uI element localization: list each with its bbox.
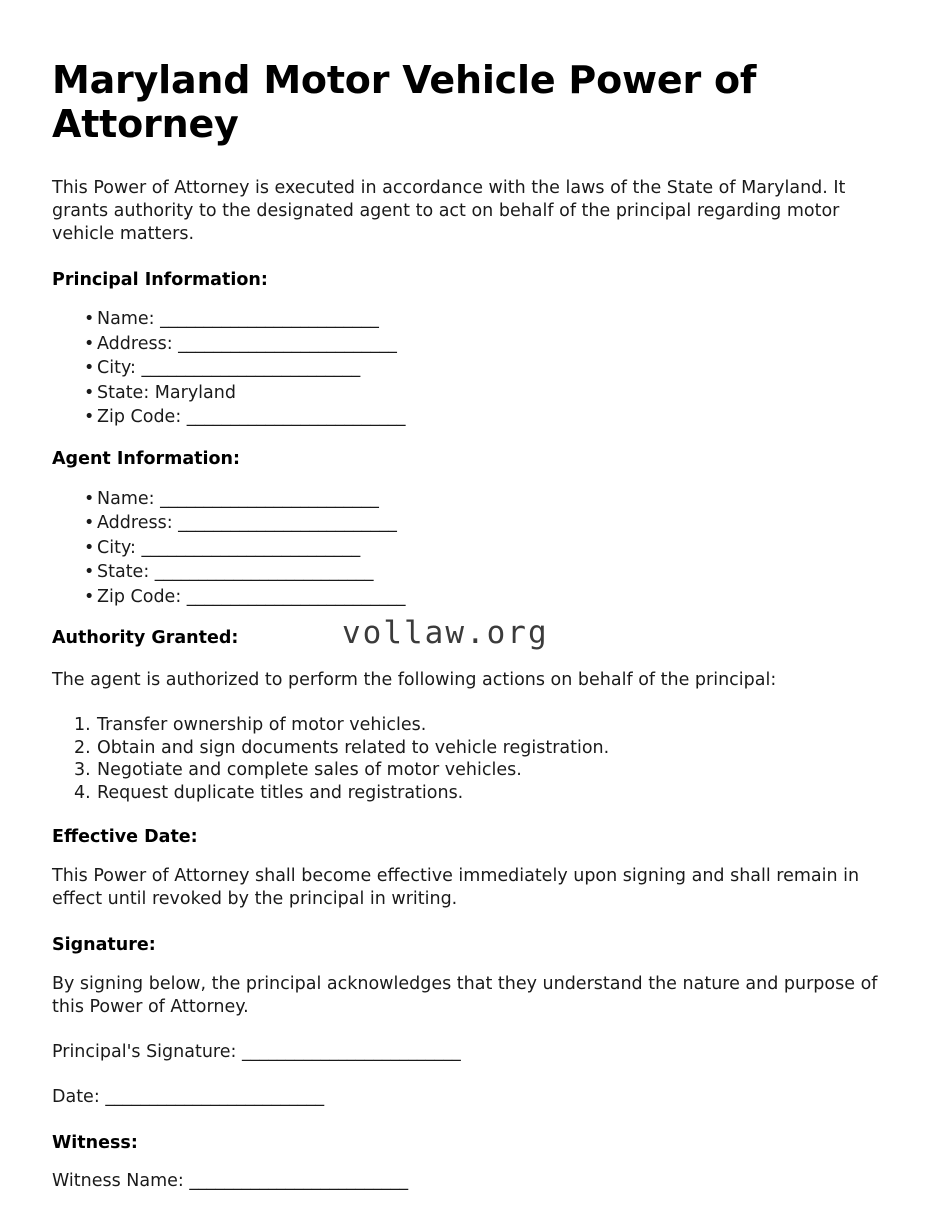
signature-paragraph: By signing below, the principal acknowledges that they understand the nature and purpose of this Power of Attorney.	[52, 973, 878, 1017]
field-blank: _________________________	[160, 488, 379, 509]
list-item	[52, 487, 890, 512]
date-blank: _________________________	[105, 1087, 325, 1108]
field-label: City:	[97, 358, 136, 379]
authority-action-list	[52, 714, 890, 804]
witness-name-blank: _________________________	[189, 1171, 409, 1192]
field-label: Zip Code:	[97, 586, 182, 607]
authority-heading-row	[52, 615, 890, 653]
list-item	[52, 536, 890, 561]
field-blank: _________________________	[160, 309, 379, 330]
effective-date-heading: Effective Date:	[52, 827, 198, 848]
list-item	[52, 405, 890, 430]
field-blank: _________________________	[186, 586, 406, 607]
list-item: Transfer ownership of motor vehicles.	[97, 715, 427, 736]
principal-information-heading: Principal Information:	[52, 269, 268, 290]
field-label: Address:	[97, 333, 173, 354]
date-label: Date:	[52, 1087, 100, 1108]
page-title: Maryland Motor Vehicle Power of Attorney	[52, 58, 757, 147]
field-label: State:	[97, 382, 150, 403]
field-label: Address:	[97, 513, 173, 534]
field-value: Maryland	[154, 382, 236, 403]
list-item	[52, 585, 890, 610]
field-label: Zip Code:	[97, 407, 182, 428]
field-blank: _________________________	[178, 333, 397, 354]
effective-date-paragraph: This Power of Attorney shall become effective immediately upon signing and shall remain in effect until revoked by the principal in writing.	[52, 866, 860, 910]
list-item	[52, 560, 890, 585]
field-label: City:	[97, 537, 136, 558]
date-line	[52, 1086, 890, 1109]
authority-intro-paragraph: The agent is authorized to perform the following actions on behalf of the principal:	[52, 670, 777, 691]
authority-granted-heading: Authority Granted:	[52, 628, 239, 649]
field-blank: _________________________	[186, 407, 406, 428]
watermark-vollaw: vollaw.org	[342, 615, 549, 652]
witness-name-label: Witness Name:	[52, 1171, 184, 1192]
list-item: Request duplicate titles and registrations.	[97, 782, 464, 803]
list-item: Negotiate and complete sales of motor vehicles.	[97, 760, 522, 781]
field-blank: _________________________	[141, 358, 361, 379]
list-item	[52, 356, 890, 381]
list-item	[52, 511, 890, 536]
agent-information-heading: Agent Information:	[52, 448, 240, 469]
list-item: Obtain and sign documents related to vehicle registration.	[97, 737, 610, 758]
intro-paragraph: This Power of Attorney is executed in accordance with the laws of the State of Maryland. It grants authority to the designated agent to act on behalf of the principal regarding motor vehicle matters.	[52, 177, 846, 245]
field-blank: _________________________	[141, 537, 361, 558]
witness-heading: Witness:	[52, 1132, 138, 1153]
principal-signature-blank: _________________________	[241, 1042, 461, 1063]
agent-field-list	[52, 487, 890, 610]
list-item	[52, 332, 890, 357]
list-item	[52, 381, 890, 406]
field-label: State:	[97, 562, 150, 583]
principal-field-list	[52, 307, 890, 430]
principal-signature-line	[52, 1041, 890, 1064]
witness-name-line	[52, 1170, 890, 1193]
principal-signature-label: Principal's Signature:	[52, 1042, 237, 1063]
signature-heading: Signature:	[52, 934, 156, 955]
list-item	[52, 307, 890, 332]
field-label: Name:	[97, 309, 155, 330]
field-blank: _________________________	[154, 562, 374, 583]
field-label: Name:	[97, 488, 155, 509]
field-blank: _________________________	[178, 513, 397, 534]
